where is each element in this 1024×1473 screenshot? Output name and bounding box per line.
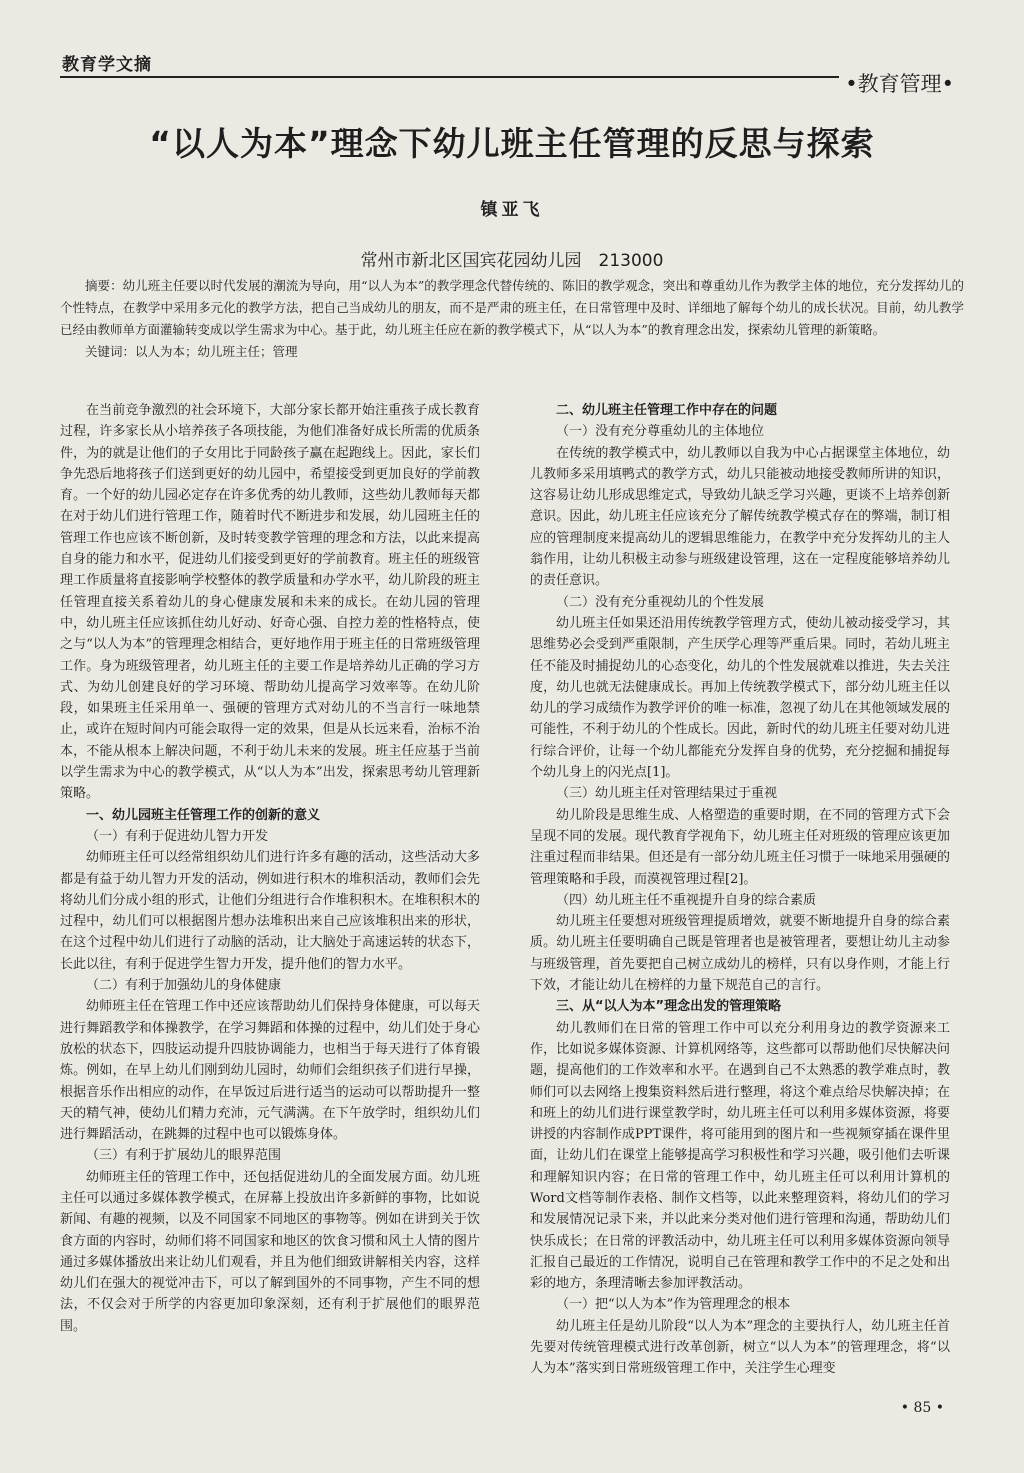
- subheading-3-1: （一）把“以人为本”作为管理理念的根本: [556, 1297, 791, 1313]
- section-tag: •教育管理•: [839, 68, 954, 98]
- subheading-2-2: （二）没有充分重视幼儿的个性发展: [556, 594, 765, 610]
- paragraph-3-1: 幼儿班主任是幼儿阶段“以人为本”理念的主要执行人，幼儿班主任首先要对传统管理模式进行改革创新，树立“以人为本”的管理理念，将“以人为本”落实到日常班级管理工作中，关注学生心理变: [530, 1318, 950, 1377]
- abstract: [60, 275, 964, 363]
- abstract-text: 摘要：幼儿班主任要以时代发展的潮流为导向，用“以人为本”的教学理念代替传统的、陈旧的教学观念，突出和尊重幼儿作为教学主体的地位，充分发挥幼儿的个性特点，在教学中采用多元化的教学方法，把自己当成幼儿的朋友，而不是严肃的班主任，在日常管理中及时、详细地了解每个幼儿的成长状况。目前，幼儿教学已经由教师单方面灌输转变成以学生需求为中心。基于此，幼儿班主任应在新的教学模式下，从“以人为本”的教育理念出发，探索幼儿管理的新策略。: [60, 278, 964, 337]
- subheading-2-3: （三）幼儿班主任对管理结果过于重视: [556, 786, 778, 802]
- paragraph-2-1: 在传统的教学模式中，幼儿教师以自我为中心占据课堂主体地位，幼儿教师多采用填鸭式的教学方式，幼儿只能被动地接受教师所讲的知识，这容易让幼儿形成思维定式，导致幼儿缺乏学习兴趣，更谈不上培养创新意识。因此，幼儿班主任应该充分了解传统教学模式存在的弊端，制订相应的管理制度来提高幼儿的逻辑思维能力，在教学中充分发挥幼儿的主人翁作用，让幼儿积极主动参与班级建设管理，这在一定程度能够培养幼儿的责任意识。: [530, 445, 950, 589]
- heading-3: 三、从“以人为本”理念出发的管理策略: [556, 999, 782, 1015]
- right-column: [530, 400, 950, 1380]
- paragraph-1-1: 幼师班主任可以经常组织幼儿们进行许多有趣的活动，这些活动大多都是有益于幼儿智力开发的活动，例如进行积木的堆积活动，教师们会先将幼儿们分成小组的形式，让他们分组进行合作堆积积木。在堆积积木的过程中，幼儿们可以根据图片想办法堆积出来自己应该堆积出来的形状，在这个过程中幼儿们进行了动脑的活动，让大脑处于高速运转的状态下，长此以往，有利于促进学生智力开发，提升他们的智力水平。: [60, 850, 480, 972]
- paragraph-2-3: 幼儿阶段是思维生成、人格塑造的重要时期，在不同的管理方式下会呈现不同的发展。现代教育学视角下，幼儿班主任对班级的管理应该更加注重过程而非结果。但还是有一部分幼儿班主任习惯于一味地采用强硬的管理策略和手段，而漠视管理过程[2]。: [530, 807, 950, 887]
- intro-paragraph: 在当前竞争激烈的社会环境下，大部分家长都开始注重孩子成长教育过程，许多家长从小培养孩子各项技能，为他们准备好成长所需的优质条件，为的就是让他们的子女用比于同龄孩子赢在起跑线上。因此，家长们争先恐后地将孩子们送到更好的幼儿园中，希望接受到更加良好的学前教育。一个好的幼儿园必定存在许多优秀的幼儿教师，这些幼儿教师每天都在对于幼儿们进行管理工作，随着时代不断进步和发展，幼儿园班主任的管理工作也应该不断创新，及时转变教学管理的理念和方法，以此来提高自身的能力和水平，促进幼儿们接受到更好的学前教育。班主任的班级管理工作质量将直接影响学校整体的教学质量和办学水平，幼儿阶段的班主任管理直接关系着幼儿的身心健康发展和未来的成长。在幼儿园的管理中，幼儿班主任应该抓住幼儿好动、好奇心强、自控力差的性格特点，使之与“以人为本”的管理理念相结合，更好地作用于班主任的日常班级管理工作。身为班级管理者，幼儿班主任的主要工作是培养幼儿正确的学习方式、为幼儿创建良好的学习环境、帮助幼儿提高学习效率等。在幼儿阶段，如果班主任采用单一、强硬的管理方式对幼儿的不当言行一味地禁止，或许在短时间内可能会取得一定的效果，但是从长远来看，治标不治本，不能从根本上解决问题，不利于幼儿未来的发展。班主任应基于当前以学生需求为中心的教学模式，从“以人为本”出发，探索思考幼儿管理新策略。: [60, 403, 480, 802]
- page-number: • 85 •: [900, 1400, 944, 1416]
- subheading-1-3: （三）有利于扩展幼儿的眼界范围: [86, 1148, 282, 1164]
- affiliation: 常州市新北区国宾花园幼儿园 213000: [360, 251, 664, 271]
- subheading-1-2: （二）有利于加强幼儿的身体健康: [86, 978, 282, 994]
- subheading-2-4: （四）幼儿班主任不重视提升自身的综合素质: [556, 892, 817, 908]
- header-rule: [60, 76, 952, 78]
- author: 镇亚飞: [480, 200, 544, 220]
- paragraph-2-4: 幼儿班主任要想对班级管理提质增效，就要不断地提升自身的综合素质。幼儿班主任要明确自己既是管理者也是被管理者，要想让幼儿主动参与班级管理，首先要把自己树立成幼儿的榜样，只有以身作则，才能上行下效，才能让幼儿在榜样的力量下规范自己的言行。: [530, 914, 950, 994]
- heading-2: 二、幼儿班主任管理工作中存在的问题: [556, 403, 778, 418]
- subheading-2-1: （一）没有充分尊重幼儿的主体地位: [556, 424, 765, 440]
- paragraph-1-2: 幼师班主任在管理工作中还应该帮助幼儿们保持身体健康，可以每天进行舞蹈教学和体操教学，在学习舞蹈和体操的过程中，幼儿们处于身心放松的状态下，四肢运动提升四肢协调能力，也相当于每天进行了体育锻炼。例如，在早上幼儿们刚到幼儿园时，幼师们会组织孩子们进行早操，根据音乐作出相应的动作，在早饭过后进行适当的运动可以帮助提升一整天的精气神，使幼儿们精力充沛，元气满满。在下午放学时，组织幼儿们进行舞蹈活动，在跳舞的过程中也可以锻炼身体。: [60, 999, 480, 1143]
- article-title: “以人为本”理念下幼儿班主任管理的反思与探索: [149, 124, 875, 163]
- journal-name: 教育学文摘: [62, 55, 152, 75]
- heading-1: 一、幼儿园班主任管理工作的创新的意义: [86, 807, 321, 823]
- keywords: 关键词：以人为本；幼儿班主任；管理: [85, 344, 298, 359]
- paragraph-3: 幼儿教师们在日常的管理工作中可以充分利用身边的教学资源来工作，比如说多媒体资源、计算机网络等，这些都可以帮助他们尽快解决问题，提高他们的工作效率和水平。在遇到自己不太熟悉的教学难点时，教师们可以去网络上搜集资料然后进行整理，将这个难点给尽快解决掉；在和班上的幼儿们进行课堂教学时，幼儿班主任可以利用多媒体资源，将要讲授的内容制作成PPT课件，将可能用到的图片和一些视频穿插在课件里面，让幼儿们在课堂上能够提高学习积极性和学习兴趣，吸引他们去听课和理解知识内容；在日常的管理工作中，幼儿班主任可以利用计算机的Word文档等制作表格、制作文档等，以此来整理资料，将幼儿们的学习和发展情况记录下来，并以此来分类对他们进行管理和沟通，帮助幼儿们快乐成长；在日常的评教活动中，幼儿班主任可以利用多媒体资源向领导汇报自己最近的工作情况，说明自己在管理和教学工作中的不足之处和出彩的地方，条理清晰去参加评教活动。: [530, 1020, 950, 1292]
- subheading-1-1: （一）有利于促进幼儿智力开发: [86, 828, 269, 844]
- paragraph-2-2: 幼儿班主任如果还沿用传统教学管理方式，使幼儿被动接受学习，其思维势必会受到严重限制，产生厌学心理等严重后果。同时，若幼儿班主任不能及时捕捉幼儿的心态变化，幼儿的个性发展就难以推进，失去关注度，幼儿也就无法健康成长。再加上传统教学模式下，部分幼儿班主任以幼儿的学习成绩作为教学评价的唯一标准，忽视了幼儿在其他领域发展的可能性，不利于幼儿的个性成长。因此，新时代的幼儿班主任要对幼儿进行综合评价，让每一个幼儿都能充分发挥自身的优势，充分挖掘和捕捉每个幼儿身上的闪光点[1]。: [530, 615, 950, 781]
- paragraph-1-3: 幼师班主任的管理工作中，还包括促进幼儿的全面发展方面。幼儿班主任可以通过多媒体教学模式，在屏幕上投放出许多新鲜的事物，比如说新闻、有趣的视频，以及不同国家不同地区的事物等。例如在讲到关于饮食方面的内容时，幼师们将不同国家和地区的饮食习惯和风土人情的图片通过多媒体播放出来让幼儿们观看，并且为他们细致讲解相关内容，这样幼儿们在强大的视觉冲击下，可以了解到国外的不同事物，产生不同的想法，不仅会对于所学的内容更加印象深刻，还有利于扩展他们的眼界范围。: [60, 1169, 480, 1334]
- left-column: [60, 400, 480, 1337]
